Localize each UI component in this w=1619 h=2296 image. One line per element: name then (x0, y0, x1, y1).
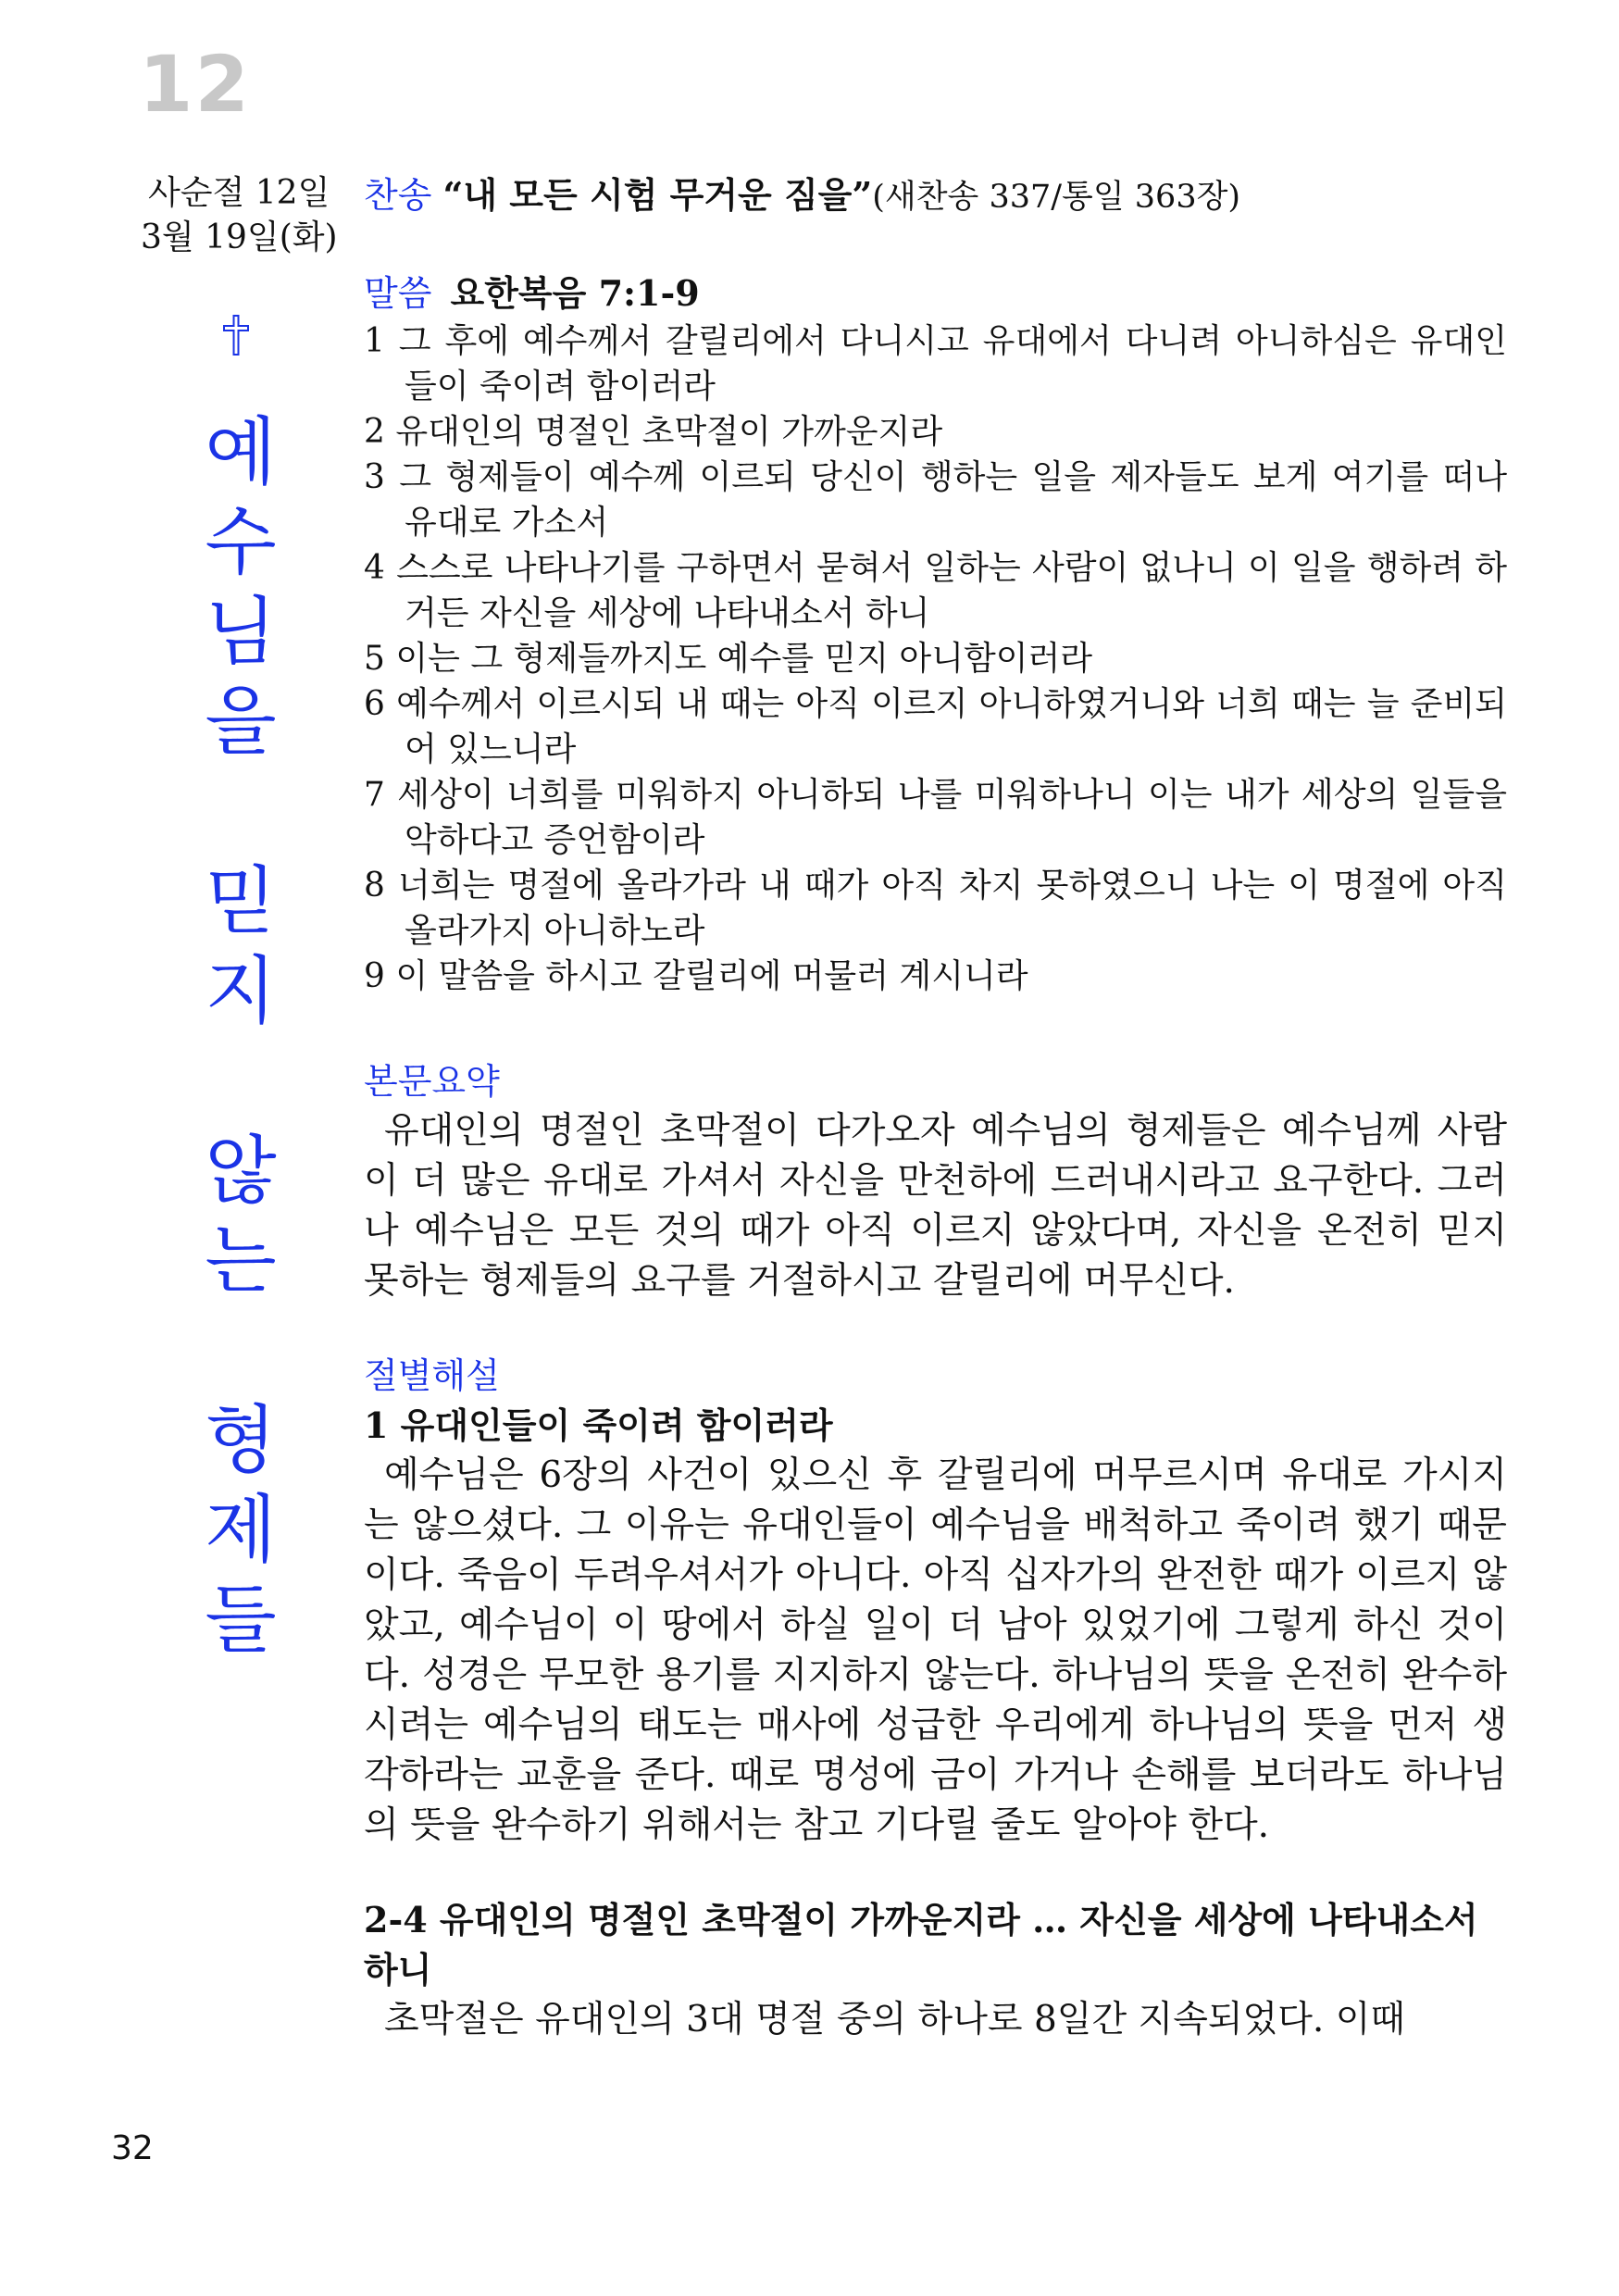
title-char: 제 (205, 1487, 277, 1573)
title-space (185, 1036, 296, 1126)
verse: 6 예수께서 이르시되 내 때는 아직 이르지 아니하였거니와 너희 때는 늘 준비되어 있느니라 (364, 685, 1507, 768)
scripture-reference: 요한복음 7:1-9 (450, 272, 700, 314)
title-char: 예 (205, 409, 277, 495)
hymn-title: “내 모든 시험 무거운 짐을” (442, 174, 873, 216)
verse: 5 이는 그 형제들까지도 예수를 믿지 아니함이러라 (364, 640, 1093, 678)
title-char: 님 (205, 589, 277, 675)
verse: 8 너희는 명절에 올라가라 내 때가 아직 차지 못하였으니 나는 이 명절에 아직 올라가지 아니하노라 (364, 867, 1507, 950)
title-char: 는 (205, 1217, 277, 1304)
scripture-label: 말씀 (364, 273, 432, 314)
cross-icon (222, 315, 250, 356)
title-char: 않 (205, 1128, 277, 1214)
verse-list (364, 318, 1507, 999)
hymn-reference: (새찬송 337/통일 363장) (872, 179, 1241, 216)
commentary-heading: 2-4 유대인의 명절인 초막절이 가까운지라 … 자신을 세상에 나타내소서 하니 (364, 1899, 1478, 1990)
title-space (185, 767, 296, 856)
verse: 9 이 말씀을 하시고 갈릴리에 머물러 계시니라 (364, 957, 1028, 995)
summary-text: 유대인의 명절인 초막절이 다가오자 예수님의 형제들은 예수님께 사람이 더 많은 유대로 가셔서 자신을 만천하에 드러내시라고 요구한다. 그러나 예수님은 모든 것의 때가 아직 이르지 않았다며, 자신을 온전히 믿지 못하는 형제들의 요구를 거절하시고 갈릴리에 머무신다. (364, 1110, 1507, 1302)
season-day: 사순절 12일 (148, 174, 330, 212)
title-char: 믿 (205, 858, 277, 944)
hymn-label: 찬송 (364, 175, 432, 216)
title-char: 수 (205, 499, 277, 585)
verse: 3 그 형제들이 예수께 이르되 당신이 행하는 일을 제자들도 보게 여기를 떠나 유대로 가소서 (364, 458, 1507, 542)
day-number: 12 (139, 39, 251, 130)
title-char: 을 (205, 679, 277, 765)
title-space (185, 1305, 296, 1395)
commentary-text: 초막절은 유대인의 3대 명절 중의 하나로 8일간 지속되었다. 이때 (384, 1999, 1406, 2040)
verse: 7 세상이 너희를 미워하지 아니하되 나를 미워하나니 이는 내가 세상의 일들을 악하다고 증언함이라 (364, 776, 1507, 859)
page-number: 32 (111, 2129, 154, 2167)
vertical-title (185, 407, 296, 1665)
hymn-line (364, 167, 1240, 218)
scripture-header (364, 268, 1507, 318)
commentary-label: 절별해설 (364, 1355, 500, 1396)
verse: 2 유대인의 명절인 초막절이 가까운지라 (364, 413, 943, 451)
commentary-heading: 1 유대인들이 죽이려 함이러라 (364, 1404, 833, 1446)
title-char: 형 (205, 1397, 277, 1483)
commentary-text: 예수님은 6장의 사건이 있으신 후 갈릴리에 머무르시며 유대로 가시지는 않으셨다. 그 이유는 유대인들이 예수님을 배척하고 죽이려 했기 때문이다. 죽음이 두려우셔서가 아니다. 아직 십자가의 완전한 때가 이르지 않았고, 예수님이 이 땅에서 하실 일이 더 남아 있었기에 그렇게 하신 것이다. 성경은 무모한 용기를 지지하지 않는다. 하나님의 뜻을 온전히 완수하시려는 예수님의 태도는 매사에 성급한 우리에게 하나님의 뜻을 먼저 생각하라는 교훈을 준다. 때로 명성에 금이 가거나 손해를 보더라도 하나님의 뜻을 완수하기 위해서는 참고 기다릴 줄도 알아야 한다. (364, 1454, 1507, 1846)
title-char: 지 (205, 948, 277, 1034)
summary-label: 본문요약 (364, 1061, 500, 1102)
title-char: 들 (205, 1577, 277, 1663)
date-label: 3월 19일(화) (141, 218, 338, 256)
main-content (364, 268, 1507, 2045)
verse: 1 그 후에 예수께서 갈릴리에서 다니시고 유대에서 다니려 아니하심은 유대인들이 죽이려 함이러라 (364, 322, 1507, 406)
verse: 4 스스로 나타나기를 구하면서 묻혀서 일하는 사람이 없나니 이 일을 행하려 하거든 자신을 세상에 나타내소서 하니 (364, 549, 1507, 632)
